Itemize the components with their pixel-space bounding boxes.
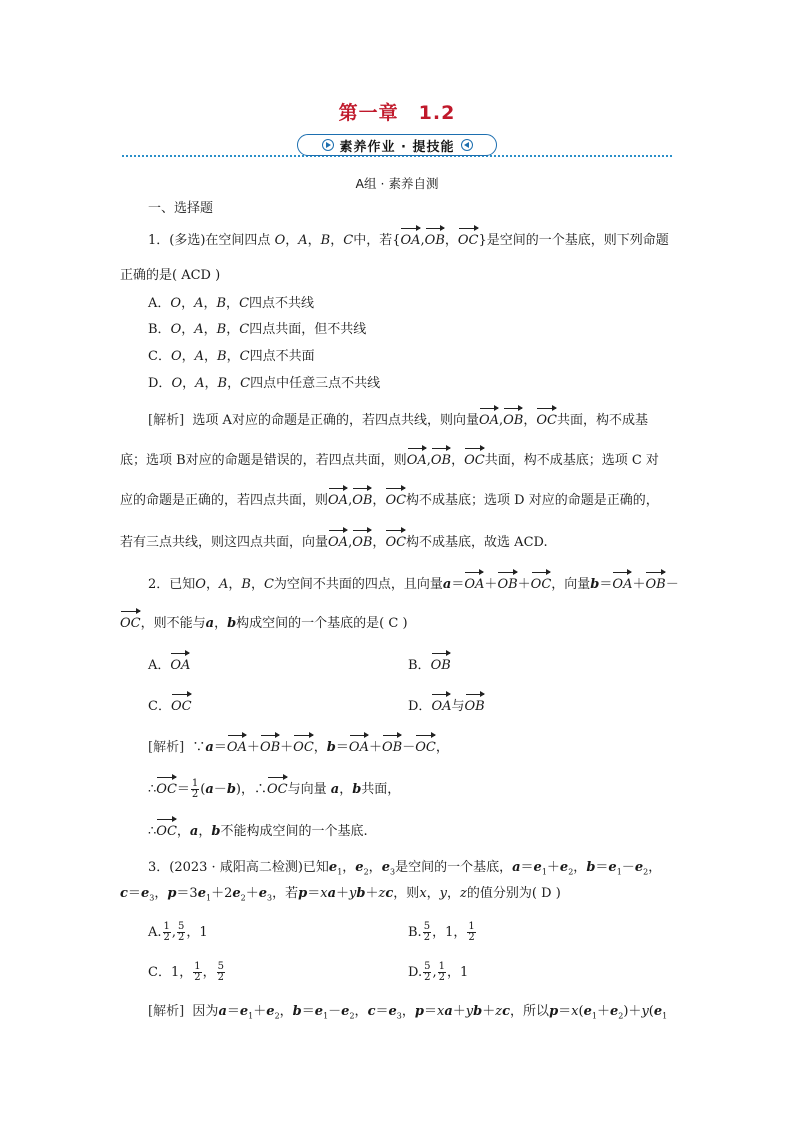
chapter-title: 第一章 1.2 [338,102,456,124]
q3-answer: D [541,886,552,901]
q2-option-a: A．OA [148,656,190,676]
q2-option-d: D．OA与OB [408,697,485,717]
q3-option-b: B. $\frac{5}{2}$ ，1， $\frac{1}{2}$ [408,921,475,943]
q2-stem-line2: OC，则不能与a，b构成空间的一个基底的是( C ) [120,614,408,634]
q1-solution-line3: 应的命题是正确的，若四点共面，则OA,OB，OC构不成基底；选项 D 对应的命题是正确的， [120,491,659,511]
q1-option-b: B．O，A，B，C四点共面，但不共线 [148,322,367,337]
q2-stem-line1: 2．已知O，A，B，C为空间不共面的四点，且向量a＝OA＋OB＋OC，向量b＝OA＋OB－ [148,575,679,595]
q3-option-a: A. $\frac{1}{2}$ , $\frac{5}{2}$ ，1 [148,921,208,943]
q1-option-a: A．O，A，B，C四点不共线 [148,296,315,311]
q1-stem-line2: 正确的是( ACD ) [120,268,221,283]
q1-option-c: C．O，A，B，C四点不共面 [148,349,315,364]
group-subheading: A组 · 素养自测 [355,176,439,191]
q1-solution-line2: 底；选项 B对应的命题是错误的，若四点共面，则OA,OB，OC共面，构不成基底；选项 C 对 [120,451,659,471]
q2-solution-line1: [解析] ∵a＝OA＋OB＋OC，b＝OA＋OB－OC， [148,738,449,758]
q3-stem-line2: $c=e_3$，$p=3e_1+2e_2+e_3$，若p＝xa＋yb＋zc，则x，y，z的值分别为( D ) [120,886,561,903]
q2-answer: C [388,616,399,631]
play-right-icon [322,139,334,151]
q1-solution-line4: 若有三点共线，则这四点共面，向量OA,OB，OC构不成基底，故选 ACD. [120,533,548,553]
q2-solution-line3: ∴OC，a，b不能构成空间的一个基底. [148,822,368,842]
q3-stem-line1: 3．(2023 · 咸阳高二检测)已知$e_1$，$e_2$，$e_3$是空间的一个基底，$a=e_1+e_2$，$b=e_1-e_2$， [148,860,662,877]
q1-stem-line1: 1．(多选)在空间四点 O，A，B，C中，若{OA,OB，OC}是空间的一个基底，则下列命题 [148,231,669,251]
q3-option-c: C．1， $\frac{1}{2}$ ， $\frac{5}{2}$ [148,961,224,983]
q3-option-d: D. $\frac{5}{2}$ , $\frac{1}{2}$ ，1 [408,961,469,983]
section-heading: 一、选择题 [148,201,214,216]
q3-solution-line1: [解析] 因为$a=e_1+e_2$，$b=e_1-e_2$，$c=e_3$，p＝xa＋yb＋zc，所以$p=x(e_1+e_2)+y(e_1$ [148,1004,668,1021]
section-banner [122,134,672,160]
q1-solution-line1: [解析] 选项 A对应的命题是正确的，若四点共线，则向量OA,OB，OC共面，构不成基 [148,411,648,431]
q1-option-d: D．O，A，B，C四点中任意三点不共线 [148,376,381,391]
play-left-icon [461,139,473,151]
q2-option-b: B．OB [408,656,451,676]
q1-answer: ACD [181,268,211,283]
q2-option-c: C．OC [148,697,192,717]
banner-text: 素养作业 · 提技能 [339,139,455,155]
banner-pill [297,134,497,156]
q2-solution-line2: ∴OC＝ $\frac{1}{2}$ (a－b)，∴OC与向量 a，b共面， [148,778,401,800]
